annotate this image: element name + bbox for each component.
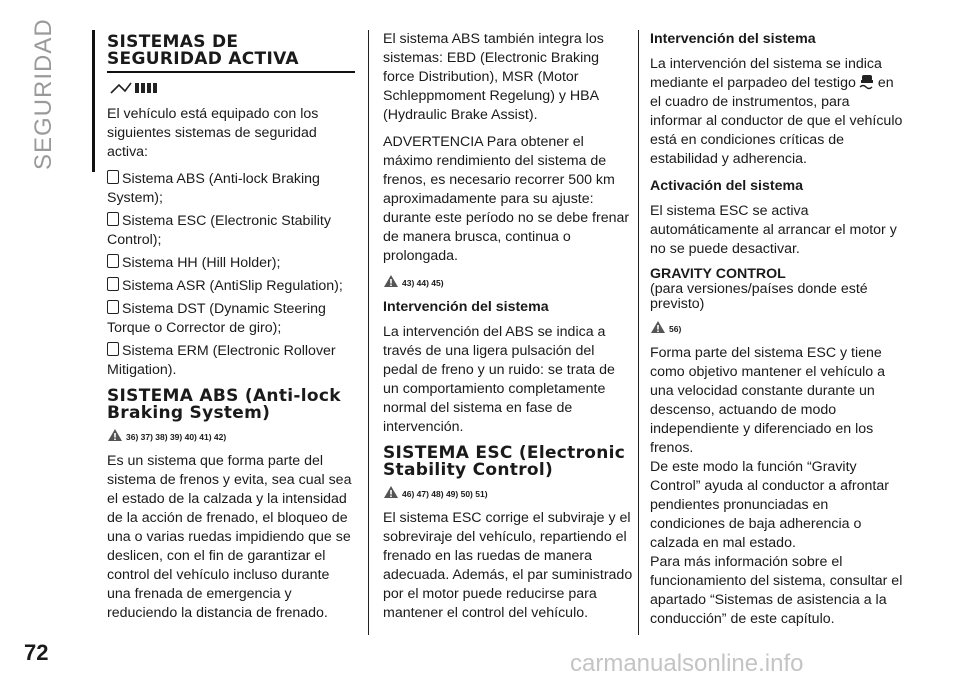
column-divider [368,30,369,635]
esc-intervention-text: La intervención del sistema se indica mediante el parpadeo del testigo en el cuadro de instrumentos, para informar al conductor de que el vehículo está en condiciones críticas de estabilidad y adherencia. [650,56,903,167]
reference-numbers: 46) 47) 48) 49) 50) 51) [402,489,488,499]
esc-intervention-heading: Intervención del sistema [650,31,816,47]
section-title: SEGURIDAD [30,18,57,170]
reference-numbers: 36) 37) 38) 39) 40) 41) 42) [126,432,227,442]
warning-reference [383,274,633,288]
reference-numbers: 43) 44) 45) [402,278,444,288]
watermark: carmanualsonline.info [570,650,804,677]
checkbox-bullet-icon [107,170,119,184]
warning-triangle-icon [650,320,666,334]
sidebar-rule [92,30,95,172]
version-icons [109,79,165,97]
gravity-control-heading: GRAVITY CONTROL [650,266,786,282]
abs-subsystems-text: El sistema ABS también integra los sistemas: EBD (Electronic Braking force Distribution), MSR (Motor Schleppmoment Regelung) y HBA (Hydraulic Brake Assist). [383,31,604,123]
abs-intervention-text: La intervención del ABS se indica a través de una ligera pulsación del pedal de freno y un ruido: se trata de un comportamiento completamente normal del sistema en fase de intervención. [383,324,615,435]
column-1 [107,30,355,631]
warning-triangle-icon [383,485,399,499]
list-item: Sistema ABS (Anti-lock Braking System); [107,171,320,206]
equipment-icons [109,79,355,97]
list-item: Sistema HH (Hill Holder); [107,254,355,273]
list-item: Sistema ASR (AntiSlip Regulation); [107,277,355,296]
checkbox-bullet-icon [107,254,119,268]
reference-numbers: 56) [669,324,682,334]
checkbox-bullet-icon [107,277,119,291]
gravity-control-text-3: Para más información sobre el funcionamiento del sistema, consultar el apartado “Sistemas de asistencia a la conducción” de este capítulo. [650,554,903,627]
checkbox-bullet-icon [107,212,119,226]
gravity-control-availability: (para versiones/países donde esté previsto) [650,281,868,312]
esc-warning-light-icon [858,74,876,90]
warning-triangle-icon [107,428,123,442]
activation-heading: Activación del sistema [650,178,803,194]
list-item: Sistema DST (Dynamic Steering Torque o Corrector de giro); [107,301,326,336]
break-in-warning: ADVERTENCIA Para obtener el máximo rendimiento del sistema de frenos, es necesario recorrer 500 km aproximadamente para su ajuste: durante este período no se debe frenar de manera brusca, continua o prolongada. [383,134,630,264]
checkbox-bullet-icon [107,300,119,314]
column-3 [650,30,905,629]
warning-reference [383,485,633,499]
section-heading-active-safety: SISTEMAS DE SEGURIDAD ACTIVA [107,34,355,73]
intro-text: El vehículo está equipado con los siguientes sistemas de seguridad activa: [107,106,319,160]
abs-description: Es un sistema que forma parte del sistema de frenos y evita, sea cual sea el estado de la calzada y la intensidad de la acción de frenado, el bloqueo de una o varias ruedas impidiendo que se deslicen, con el fin de garantizar el control del vehículo incluso durante una frenada de emergencia y reduciendo la distancia de frenado. [107,453,352,621]
column-2 [383,30,633,631]
abs-intervention-heading: Intervención del sistema [383,299,549,315]
esc-heading: SISTEMA ESC (Electronic Stability Control) [383,443,626,480]
gravity-control-text-1: Forma parte del sistema ESC y tiene como objetivo mantener el vehículo a una velocidad constante durante un descenso, actuando de modo independiente y diferenciado en los frenos. [650,345,886,456]
checkbox-bullet-icon [107,342,119,356]
list-item: Sistema ERM (Electronic Rollover Mitigation). [107,343,336,378]
gravity-control-text-2: De este modo la función “Gravity Control” ayuda al conductor a afrontar pendientes pronunciadas en condiciones de baja adherencia o calzada en mal estado. [650,459,889,551]
warning-reference [107,428,355,442]
list-item: Sistema ESC (Electronic Stability Control); [107,213,331,248]
page-number: 72 [24,640,49,665]
abs-heading: SISTEMA ABS (Anti-lock Braking System) [107,386,341,423]
column-divider [638,30,639,635]
warning-reference [650,320,905,334]
activation-text: El sistema ESC se activa automáticamente al arrancar el motor y no se puede desactivar. [650,203,897,257]
warning-triangle-icon [383,274,399,288]
esc-description: El sistema ESC corrige el subviraje y el sobreviraje del vehículo, repartiendo el frenado en las ruedas de manera adecuada. Además, el par suministrado por el motor puede reducirse para mantener el control del vehículo. [383,510,633,621]
